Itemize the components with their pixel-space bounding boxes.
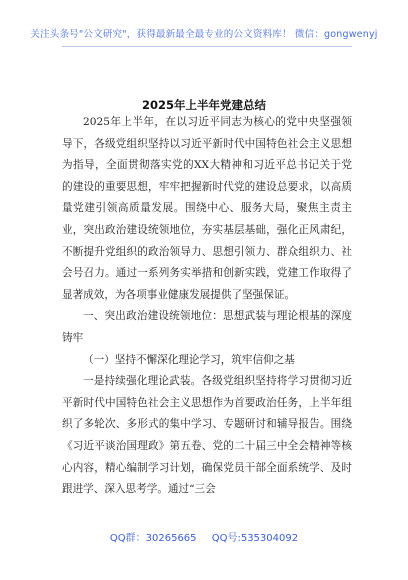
header-note: 关注头条号"公文研究"，获得最新最全最专业的公文资料库！ 微信：gongwenyj — [30, 29, 378, 40]
document-title: 2025年上半年党建总结 — [141, 98, 266, 112]
body-paragraph: 一是持续强化理论武装。各级党组织坚持将学习贯彻习近平新时代中国特色社会主义思想作为首要政治任务，上半年组织了多轮次、多形式的集中学习、专题研讨和辅导报告。围绕《习近平谈治国理政》第五卷、党的二十届三中全会精神等核心内容，精心编制学习计划，确保党员干部全面系统学、及时跟进学、深入思考学。通过“三会 — [62, 375, 352, 496]
footer-contact — [0, 529, 408, 544]
section-heading: 一、突出政治建设统领地位：思想武装与理论根基的深度铸牢 — [62, 310, 352, 344]
qq-number: QQ号:535304092 — [211, 533, 299, 544]
intro-paragraph: 2025年上半年，在以习近平同志为核心的党中央坚强领导下，各级党组织坚持以习近平新时代中国特色社会主义思想为指导，全面贯彻落实党的XX大精神和习近平总书记关于党的建设的重要思想，牢牢把握新时代党的建设总要求，以高质量党建引领高质量发展。围绕中心、服务大局，聚焦主责主业，突出政治建设统领地位，夯实基层基础，强化正风肃纪，不断提升党组织的政治领导力、思想引领力、群众组织力、社会号召力。通过一系列务实举措和创新实践，党建工作取得了显著成效，为各项事业健康发展提供了坚强保证。 — [62, 116, 352, 301]
document-body — [62, 112, 352, 501]
subsection-heading: （一）坚持不懈深化理论学习，筑牢信仰之基 — [83, 353, 295, 366]
qq-group: QQ群：30265665 — [109, 533, 197, 544]
header-divider — [62, 46, 352, 47]
